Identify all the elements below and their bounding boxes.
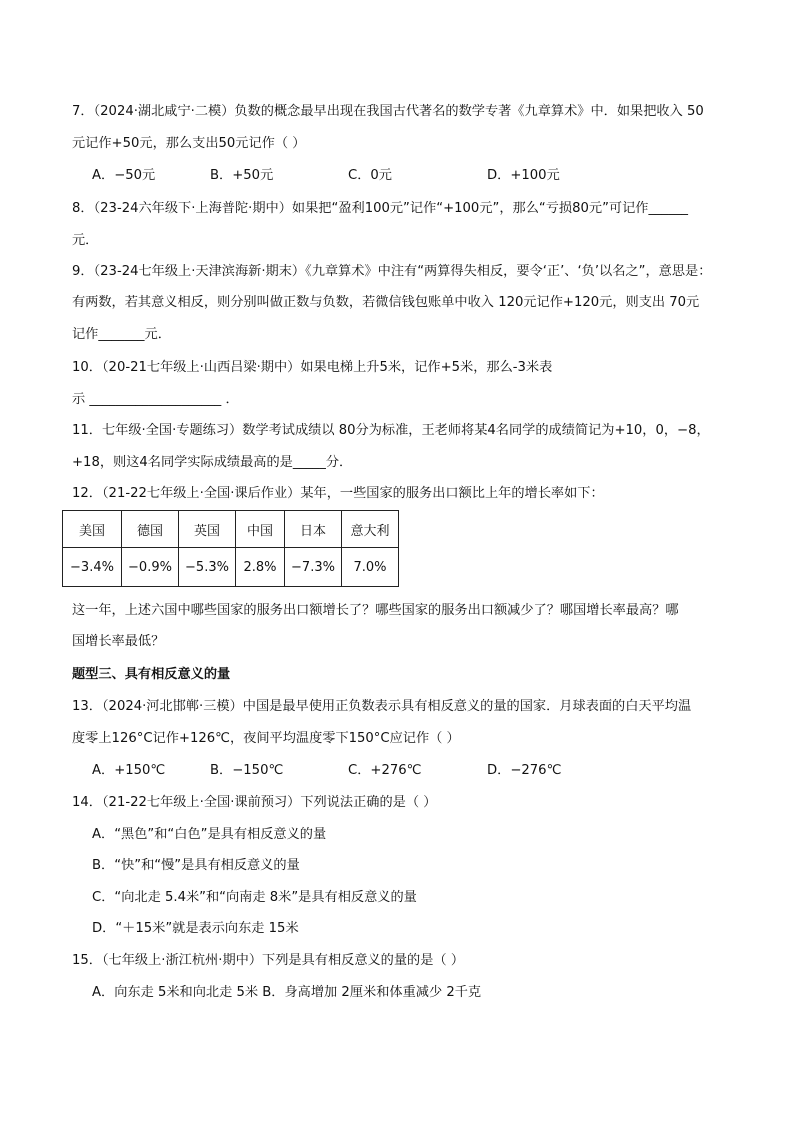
table-cell-rate: −3.4% (63, 548, 122, 587)
q14-stem: 14．（21-22七年级上·全国·课前预习）下列说法正确的是（ ） (72, 795, 437, 810)
q14-option-d: D．“＋15米”就是表示向东走 15米 (92, 921, 299, 936)
q15-stem: 15．（七年级上·浙江杭州·期中）下列是具有相反意义的量的是（ ） (72, 953, 465, 968)
table-cell-country: 日本 (285, 511, 342, 548)
q7-option-d: D．+100元 (487, 168, 560, 183)
q7-option-a: A．−50元 (92, 168, 156, 183)
q13-option-b: B．−150℃ (210, 763, 284, 778)
q14-option-b: B．“快”和“慢”是具有相反意义的量 (92, 858, 300, 873)
q7-option-b: B．+50元 (210, 168, 274, 183)
q10-stem-line1: 10．（20-21七年级上·山西吕梁·期中）如果电梯上升5米，记作+5米，那么-3米表 (72, 360, 553, 375)
q7-stem-line1: 7．（2024·湖北咸宁·二模）负数的概念最早出现在我国古代著名的数学专著《九章算术》中．如果把收入 50 (72, 104, 704, 119)
table-cell-country: 意大利 (342, 511, 399, 548)
q13-option-c: C．+276℃ (348, 763, 422, 778)
q9-stem-line1: 9．（23-24七年级上·天津滨海新·期末）《九章算术》中注有“两算得失相反，要令‘正’、‘负’以名之”，意思是： (72, 264, 712, 279)
table-cell-country: 德国 (122, 511, 179, 548)
q15-option-ab: A．向东走 5米和向北走 5米 B．身高增加 2厘米和体重减少 2千克 (92, 985, 482, 1000)
table-cell-rate: −7.3% (285, 548, 342, 587)
table-cell-rate: 2.8% (236, 548, 285, 587)
table-row-countries (63, 511, 399, 548)
table-cell-rate: −5.3% (179, 548, 236, 587)
table-cell-country: 英国 (179, 511, 236, 548)
q8-stem-line2: 元． (72, 233, 99, 248)
q13-option-d: D．−276℃ (487, 763, 562, 778)
q9-stem-line2: 有两数，若其意义相反，则分别叫做正数与负数，若微信钱包账单中收入 120元记作+120元，则支出 70元 (72, 295, 700, 310)
q12-question-line2: 国增长率最低？ (72, 634, 165, 649)
table-cell-rate: 7.0% (342, 548, 399, 587)
section-heading: 题型三、具有相反意义的量 (72, 667, 231, 682)
q8-stem-line1: 8．（23-24六年级下·上海普陀·期中）如果把“盈利100元”记作“+100元”，那么“亏损80元”可记作______ (72, 201, 689, 216)
q13-stem-line1: 13．（2024·河北邯郸·三模）中国是最早使用正负数表示具有相反意义的量的国家．月球表面的白天平均温 (72, 699, 692, 714)
q13-option-a: A．+150℃ (92, 763, 166, 778)
q11-stem-line2: +18，则这4名同学实际成绩最高的是_____分． (72, 455, 353, 470)
q11-stem-line1: 11．七年级·全国·专题练习）数学考试成绩以 80分为标准，王老师将某4名同学的成绩简记为+10，0，−8， (72, 423, 710, 438)
q12-stem-line1: 12．（21-22七年级上·全国·课后作业）某年，一些国家的服务出口额比上年的增长率如下： (72, 486, 604, 501)
q14-option-a: A．“黑色”和“白色”是具有相反意义的量 (92, 827, 327, 842)
table-cell-rate: −0.9% (122, 548, 179, 587)
q13-stem-line2: 度零上126°C记作+126℃，夜间平均温度零下150°C应记作（ ） (72, 731, 460, 746)
q12-question-line1: 这一年，上述六国中哪些国家的服务出口额增长了？哪些国家的服务出口额减少了？哪国增长率最高？哪 (72, 603, 679, 618)
q14-option-c: C．“向北走 5.4米”和“向南走 8米”是具有相反意义的量 (92, 890, 417, 905)
q7-stem-line2: 元记作+50元，那么支出50元记作（ ） (72, 136, 306, 151)
q10-stem-line2: 示 ____________________ ． (72, 392, 239, 407)
q9-stem-line3: 记作_______元． (72, 327, 171, 342)
q7-option-c: C．0元 (348, 168, 392, 183)
table-cell-country: 美国 (63, 511, 122, 548)
table-row-rates (63, 548, 399, 587)
growth-rate-table (62, 510, 399, 587)
table-cell-country: 中国 (236, 511, 285, 548)
